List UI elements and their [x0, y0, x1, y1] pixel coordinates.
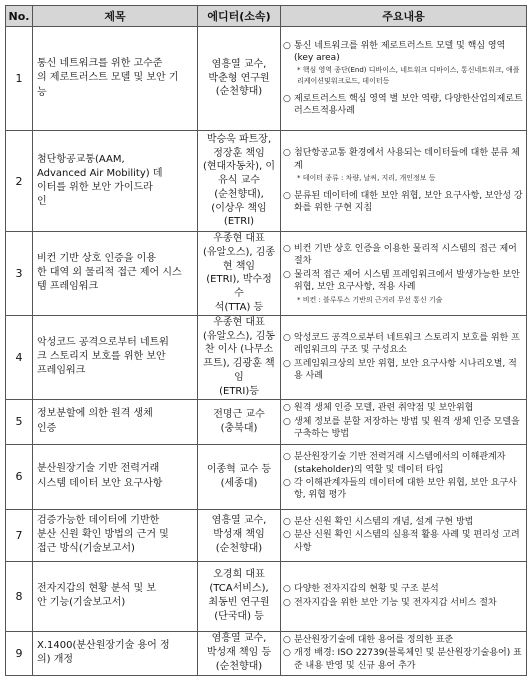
editor-line: 찬 이사 (나무소 — [204, 344, 274, 356]
content-text: 분산원장기술에 대한 용어를 정의한 표준 — [294, 634, 454, 645]
content-text: 생체 정보를 분할 저장하는 방법 및 원격 생체 인증 모델을 구축하는 방법 — [294, 416, 520, 440]
row-title — [33, 399, 198, 444]
title-line: 이터를 위한 보안 가이드라 — [37, 182, 153, 193]
content-item — [283, 477, 523, 502]
content-item — [283, 332, 523, 357]
row-editor — [198, 631, 281, 675]
editor-line: 현 책임 — [222, 260, 256, 272]
title-line: 악성코드 공격으로부터 네트워 — [37, 336, 169, 348]
row-content — [281, 315, 527, 399]
table-row — [6, 131, 527, 232]
content-item — [283, 243, 523, 268]
editor-line: 우종현 대표 — [213, 316, 265, 328]
row-title — [33, 444, 198, 509]
row-number: 7 — [6, 509, 33, 561]
row-editor — [198, 444, 281, 509]
editor-line: (순천향대) — [215, 542, 263, 554]
content-item — [283, 147, 523, 172]
editor-line: 석(TTA) 등 — [214, 301, 264, 313]
title-line: 비컨 기반 상호 인증을 이용 — [37, 253, 156, 265]
row-content — [281, 399, 527, 444]
editor-line: (순천향대) — [215, 660, 263, 672]
row-editor — [198, 509, 281, 561]
header-content: 주요내용 — [281, 6, 527, 27]
editor-line: 이종혁 교수 등 — [206, 463, 272, 475]
title-line: 시스템 데이터 보안 요구사항 — [37, 477, 163, 489]
table-row — [6, 399, 527, 444]
row-number: 8 — [6, 561, 33, 631]
row-number: 3 — [6, 232, 33, 316]
content-item — [283, 402, 523, 414]
editor-line: (ETRI)등 — [219, 385, 259, 397]
bullet-icon: ○ — [283, 416, 291, 427]
content-item — [283, 647, 523, 672]
row-number: 9 — [6, 631, 33, 675]
title-line: 한 대역 외 물리적 접근 제어 시스 — [37, 267, 182, 279]
bullet-icon: ○ — [283, 403, 291, 414]
row-title — [33, 561, 198, 631]
bullet-icon: ○ — [283, 648, 291, 659]
title-line: 크 스토리지 보호를 위한 보안 — [37, 351, 166, 363]
table-row — [6, 631, 527, 675]
content-item — [283, 451, 523, 476]
header-no: No. — [6, 6, 33, 27]
content-text: 분산원장기술 기반 전력거래 시스템에서의 이해관계자(stakeholder)의 역할 및 데이터 타입 — [294, 452, 506, 475]
title-line: 템 프레임워크 — [37, 281, 99, 293]
row-editor — [198, 399, 281, 444]
title-line: 전자지갑의 현황 분석 및 보 — [37, 582, 156, 594]
title-line: 분산 신원 확인 방법의 근거 및 — [37, 528, 169, 540]
content-text: 비컨 기반 상호 인증을 이용한 물리적 시스템의 접근 제어 절차 — [294, 244, 517, 267]
editor-line: (현대자동차), 이 — [202, 161, 276, 173]
content-item — [283, 634, 523, 646]
content-item — [283, 93, 523, 118]
bullet-icon: ○ — [283, 452, 291, 463]
bullet-icon: ○ — [283, 40, 291, 51]
row-content — [281, 232, 527, 316]
row-title — [33, 315, 198, 399]
header-title: 제목 — [33, 6, 198, 27]
table-row — [6, 232, 527, 316]
content-item — [283, 416, 523, 441]
title-line: 의 제로트러스트 모델 및 보안 기 — [37, 72, 179, 84]
row-editor — [198, 27, 281, 131]
table-row — [6, 27, 527, 131]
bullet-icon: ○ — [283, 516, 291, 527]
editor-line: 박춘형 연구원 — [208, 72, 270, 84]
editor-line: 프트), 김광훈 책임 — [203, 358, 275, 383]
editor-line: 우종현 대표 — [213, 233, 265, 244]
row-number: 1 — [6, 27, 33, 131]
title-line: 프레임워크 — [37, 365, 86, 377]
content-text: 분류된 데이터에 대한 보안 위협, 보안 요구사항, 보안성 강화를 위한 구현 지침 — [294, 191, 523, 214]
content-item — [283, 358, 523, 383]
row-title — [33, 509, 198, 561]
editor-line: 염흥열 교수, — [211, 633, 267, 645]
title-line: Advanced Air Mobility) 데 — [37, 167, 163, 179]
title-line: 의) 개정 — [37, 654, 74, 666]
row-title — [33, 631, 198, 675]
row-editor — [198, 232, 281, 316]
table-body — [6, 27, 527, 676]
row-number: 6 — [6, 444, 33, 509]
row-content — [281, 444, 527, 509]
table-row — [6, 561, 527, 631]
table-row — [6, 444, 527, 509]
row-number: 2 — [6, 131, 33, 232]
content-note: * 비컨 : 블루투스 기반의 근거리 무선 통신 기술 — [297, 295, 443, 304]
editor-line: 박성재 책임 — [213, 529, 265, 541]
title-line: X.1400(분산원장기술 용어 정 — [37, 639, 170, 651]
title-line: 첨단항공교통(AAM, — [37, 153, 125, 165]
bullet-icon: ○ — [283, 358, 291, 369]
content-text: 전자지갑을 위한 보안 기능 및 전자지갑 서비스 절차 — [294, 597, 497, 608]
editor-line: 전명근 교수 — [213, 408, 265, 420]
bullet-icon: ○ — [283, 530, 291, 541]
content-item — [283, 516, 523, 528]
bullet-icon: ○ — [283, 244, 291, 254]
content-item — [283, 597, 523, 609]
content-item — [283, 583, 523, 595]
table-row — [6, 315, 527, 399]
content-text: 악성코드 공격으로부터 네트워크 스토리지 보호를 위한 프레임워크의 구조 및 구성요소 — [294, 332, 520, 356]
row-editor — [198, 561, 281, 631]
row-editor — [198, 315, 281, 399]
content-text: 통신 네트워크를 위한 제로트러스트 모델 및 핵심 영역(key area) — [294, 40, 506, 63]
content-text: 첨단항공교통 환경에서 사용되는 데이터들에 대한 분류 체계 — [294, 148, 520, 171]
row-title — [33, 131, 198, 232]
row-title — [33, 232, 198, 316]
standards-table — [5, 5, 527, 676]
content-text: 물리적 접근 제어 시스템 프레임워크에서 발생가능한 보안 위협, 보안 요구사항, 적용 사례 — [294, 269, 520, 293]
content-text: 제로트러스트 핵심 영역 별 보안 역량, 다양한산업의제로트러스트적용사례 — [294, 93, 523, 117]
bullet-icon: ○ — [283, 478, 291, 489]
bullet-icon: ○ — [283, 584, 291, 595]
editor-line: (충북대) — [220, 422, 258, 434]
title-line: 접근 방식(기술보고서) — [37, 543, 135, 555]
bullet-icon: ○ — [283, 332, 291, 343]
title-line: 인 — [37, 196, 47, 208]
content-text: 원격 생체 인증 모델, 관련 취약점 및 보안위협 — [294, 403, 474, 414]
editor-line: 염흥열 교수, — [211, 58, 267, 70]
row-content — [281, 27, 527, 131]
row-content — [281, 561, 527, 631]
editor-line: 최동빈 연구원 — [208, 597, 270, 609]
content-item — [283, 40, 523, 65]
content-text: 개정 배경: ISO 22739(블록체인 및 분산원장기술용어) 표준 내용 반영 및 신규 용어 추가 — [294, 648, 522, 671]
content-item — [283, 190, 523, 215]
bullet-icon: ○ — [283, 597, 291, 608]
editor-line: 박승욱 파트장, — [206, 133, 272, 145]
bullet-icon: ○ — [283, 269, 291, 280]
content-text: 다양한 전자지갑의 현황 및 구조 분석 — [294, 584, 439, 595]
editor-line: (유알오스), 김동 — [202, 330, 276, 342]
editor-line: (순천향대) — [215, 86, 263, 98]
editor-line: (유알오스), 김종 — [202, 246, 276, 258]
row-content — [281, 131, 527, 232]
row-number: 4 — [6, 315, 33, 399]
content-item — [283, 269, 523, 294]
editor-line: 오경희 대표 — [213, 569, 265, 581]
bullet-icon: ○ — [283, 191, 291, 202]
editor-line: (이상우 책임(ETRI) — [211, 202, 267, 228]
editor-line: 박성재 책임 등 — [206, 647, 272, 659]
row-content — [281, 631, 527, 675]
content-text: 분산 신원 확인 시스템의 개념, 설계 구현 방법 — [294, 516, 474, 527]
editor-line: 정장훈 책임 — [213, 147, 265, 159]
title-line: 안 기능(기술보고서) — [37, 597, 126, 609]
title-line: 분산원장기술 기반 전력거래 — [37, 463, 160, 475]
content-text: 분산 신원 확인 시스템의 실용적 활용 사례 및 편리성 고려사항 — [294, 530, 520, 553]
editor-line: (TCA서비스), — [209, 583, 269, 595]
header-editor: 에디터(소속) — [198, 6, 281, 27]
title-line: 능 — [37, 86, 47, 98]
editor-line: (세종대) — [220, 477, 258, 489]
editor-line: 유식 교수 — [218, 175, 260, 187]
title-line: 통신 네트워크를 위한 고수준 — [37, 58, 163, 70]
content-item — [283, 529, 523, 554]
editor-line: 염흥열 교수, — [211, 515, 267, 527]
content-note: * 데이터 종류 : 차량, 날씨, 지리, 개인정보 등 — [297, 173, 436, 182]
content-text: 프레임워크상의 보안 위협, 보안 요구사항 시나리오별, 적용 사례 — [294, 358, 517, 382]
row-title — [33, 27, 198, 131]
editor-line: (ETRI), 박수정 수 — [206, 274, 272, 300]
content-note: * 핵심 영역 종단(End) 디바이스, 네트워크 디바이스, 통신네트워크, 애플리케이션및워크로드, 데이터등 — [297, 66, 520, 85]
title-line: 검증가능한 데이터에 기반한 — [37, 514, 160, 526]
title-line: 정보분할에 의한 원격 생체 — [37, 408, 153, 420]
editor-line: (순천향대), — [214, 188, 264, 200]
row-content — [281, 509, 527, 561]
bullet-icon: ○ — [283, 634, 291, 645]
table-row — [6, 509, 527, 561]
content-text: 각 이해관계자들의 데이터에 대한 보안 위협, 보안 요구사항, 위협 평가 — [294, 478, 517, 501]
bullet-icon: ○ — [283, 148, 291, 159]
header-row — [6, 6, 527, 27]
bullet-icon: ○ — [283, 93, 291, 104]
row-editor — [198, 131, 281, 232]
row-number: 5 — [6, 399, 33, 444]
editor-line: (단국대) 등 — [214, 610, 264, 622]
title-line: 인증 — [37, 422, 57, 434]
